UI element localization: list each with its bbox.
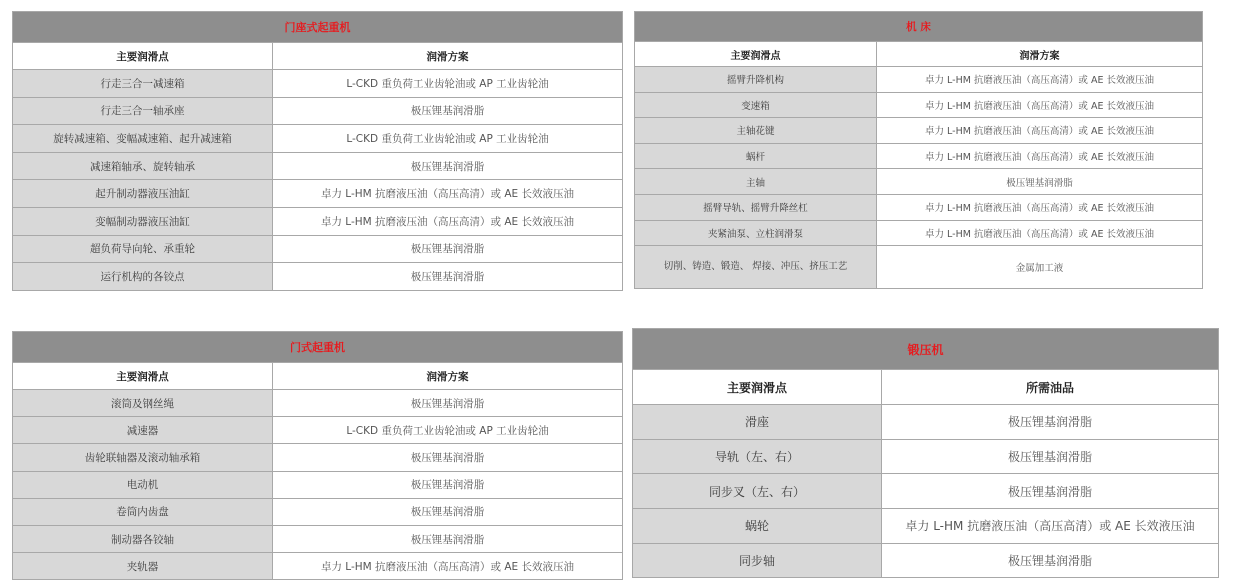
table-row [13,97,623,125]
column-header-lube-plan: 润滑方案 [877,42,1203,67]
lube-point-cell: 行走三合一减速箱 [13,70,273,98]
lube-point-cell: 摇臂升降机构 [635,67,877,93]
lube-point-cell: 减速箱轴承、旋转轴承 [13,152,273,180]
column-header-lube-plan: 润滑方案 [273,43,623,70]
table-row [13,152,623,180]
oil-cell: 极压锂基润滑脂 [882,474,1219,509]
table-row [633,509,1219,544]
lube-plan-cell: 极压锂基润滑脂 [273,525,623,552]
lube-point-cell: 齿轮联轴器及滚动轴承箱 [13,444,273,471]
table-row [633,405,1219,440]
lube-plan-cell: 卓力 L-HM 抗磨液压油（高压高清）或 AE 长效液压油 [273,180,623,208]
lube-plan-cell: 卓力 L-HM 抗磨液压油（高压高清）或 AE 长效液压油 [877,143,1203,169]
table-row [633,474,1219,509]
table-row [13,207,623,235]
lube-plan-cell: 卓力 L-HM 抗磨液压油（高压高清）或 AE 长效液压油 [273,207,623,235]
lube-point-cell: 减速器 [13,417,273,444]
lube-point-cell: 变速箱 [635,92,877,118]
lube-point-cell: 主轴 [635,169,877,195]
lube-point-cell: 起升制动器液压油缸 [13,180,273,208]
lube-plan-cell: 极压锂基润滑脂 [273,97,623,125]
lube-point-cell: 蜗轮 [633,509,882,544]
lube-point-cell: 滚筒及钢丝绳 [13,390,273,417]
lube-plan-cell: 极压锂基润滑脂 [273,390,623,417]
lube-point-cell: 切削、铸造、锻造、 焊接、冲压、挤压工艺 [635,246,877,289]
lube-point-cell: 运行机构的各铰点 [13,263,273,291]
lube-plan-cell: 极压锂基润滑脂 [273,263,623,291]
lube-point-cell: 行走三合一轴承座 [13,97,273,125]
table-row [13,444,623,471]
table-row [13,180,623,208]
lube-plan-cell: 极压锂基润滑脂 [273,444,623,471]
lube-point-cell: 同步轴 [633,543,882,578]
gantry-crane-table [12,11,623,291]
lube-point-cell: 同步叉（左、右） [633,474,882,509]
lube-point-cell: 滑座 [633,405,882,440]
lube-plan-cell: 极压锂基润滑脂 [273,235,623,263]
lube-plan-cell: L-CKD 重负荷工业齿轮油或 AP 工业齿轮油 [273,70,623,98]
table-row [635,92,1203,118]
column-header-lube-point: 主要润滑点 [633,370,882,405]
lube-point-cell: 夹紧油泵、立柱润滑泵 [635,220,877,246]
lube-point-cell: 超负荷导向轮、承重轮 [13,235,273,263]
table-title: 门座式起重机 [13,12,623,43]
table-row [13,498,623,525]
lube-point-cell: 导轨（左、右） [633,439,882,474]
lube-point-cell: 摇臂导轨、摇臂升降丝杠 [635,194,877,220]
table-row [13,390,623,417]
lube-point-cell: 电动机 [13,471,273,498]
lube-plan-cell: L-CKD 重负荷工业齿轮油或 AP 工业齿轮油 [273,125,623,153]
table-row [635,169,1203,195]
table-title: 门式起重机 [13,332,623,363]
table-row [635,246,1203,289]
oil-cell: 极压锂基润滑脂 [882,439,1219,474]
table-row [13,235,623,263]
lube-plan-cell: 卓力 L-HM 抗磨液压油（高压高清）或 AE 长效液压油 [877,194,1203,220]
lube-plan-cell: 极压锂基润滑脂 [273,152,623,180]
lube-plan-cell: 极压锂基润滑脂 [273,471,623,498]
table-row [13,125,623,153]
table-row [13,70,623,98]
table-title: 锻压机 [633,329,1219,370]
column-header-required-oil: 所需油品 [882,370,1219,405]
lube-plan-cell: 极压锂基润滑脂 [877,169,1203,195]
forging-press-table [632,328,1219,578]
table-row [13,553,623,580]
table-row [633,439,1219,474]
table-row [13,471,623,498]
lube-point-cell: 变幅制动器液压油缸 [13,207,273,235]
oil-cell: 卓力 L-HM 抗磨液压油（高压高清）或 AE 长效液压油 [882,509,1219,544]
lube-plan-cell: 卓力 L-HM 抗磨液压油（高压高清）或 AE 长效液压油 [877,118,1203,144]
oil-cell: 极压锂基润滑脂 [882,543,1219,578]
lube-point-cell: 夹轨器 [13,553,273,580]
table-row [635,143,1203,169]
table-row [13,525,623,552]
lube-plan-cell: 极压锂基润滑脂 [273,498,623,525]
lube-point-cell: 旋转减速箱、变幅减速箱、起升减速箱 [13,125,273,153]
table-row [633,543,1219,578]
table-row [635,220,1203,246]
table-row [635,194,1203,220]
lube-plan-cell: 卓力 L-HM 抗磨液压油（高压高清）或 AE 长效液压油 [877,220,1203,246]
table-title: 机 床 [635,12,1203,42]
table-row [13,417,623,444]
column-header-lube-point: 主要润滑点 [635,42,877,67]
oil-cell: 极压锂基润滑脂 [882,405,1219,440]
lube-point-cell: 蜗杆 [635,143,877,169]
lube-point-cell: 制动器各铰轴 [13,525,273,552]
lube-point-cell: 卷筒内齿盘 [13,498,273,525]
column-header-lube-point: 主要润滑点 [13,43,273,70]
lube-plan-cell: 卓力 L-HM 抗磨液压油（高压高清）或 AE 长效液压油 [273,553,623,580]
machine-tool-table [634,11,1203,289]
table-row [13,263,623,291]
lube-plan-cell: 金属加工液 [877,246,1203,289]
lube-plan-cell: L-CKD 重负荷工业齿轮油或 AP 工业齿轮油 [273,417,623,444]
lube-plan-cell: 卓力 L-HM 抗磨液压油（高压高清）或 AE 长效液压油 [877,92,1203,118]
portal-crane-table [12,331,623,580]
lube-point-cell: 主轴花键 [635,118,877,144]
column-header-lube-plan: 润滑方案 [273,363,623,390]
table-row [635,118,1203,144]
column-header-lube-point: 主要润滑点 [13,363,273,390]
lube-plan-cell: 卓力 L-HM 抗磨液压油（高压高清）或 AE 长效液压油 [877,67,1203,93]
table-row [635,67,1203,93]
